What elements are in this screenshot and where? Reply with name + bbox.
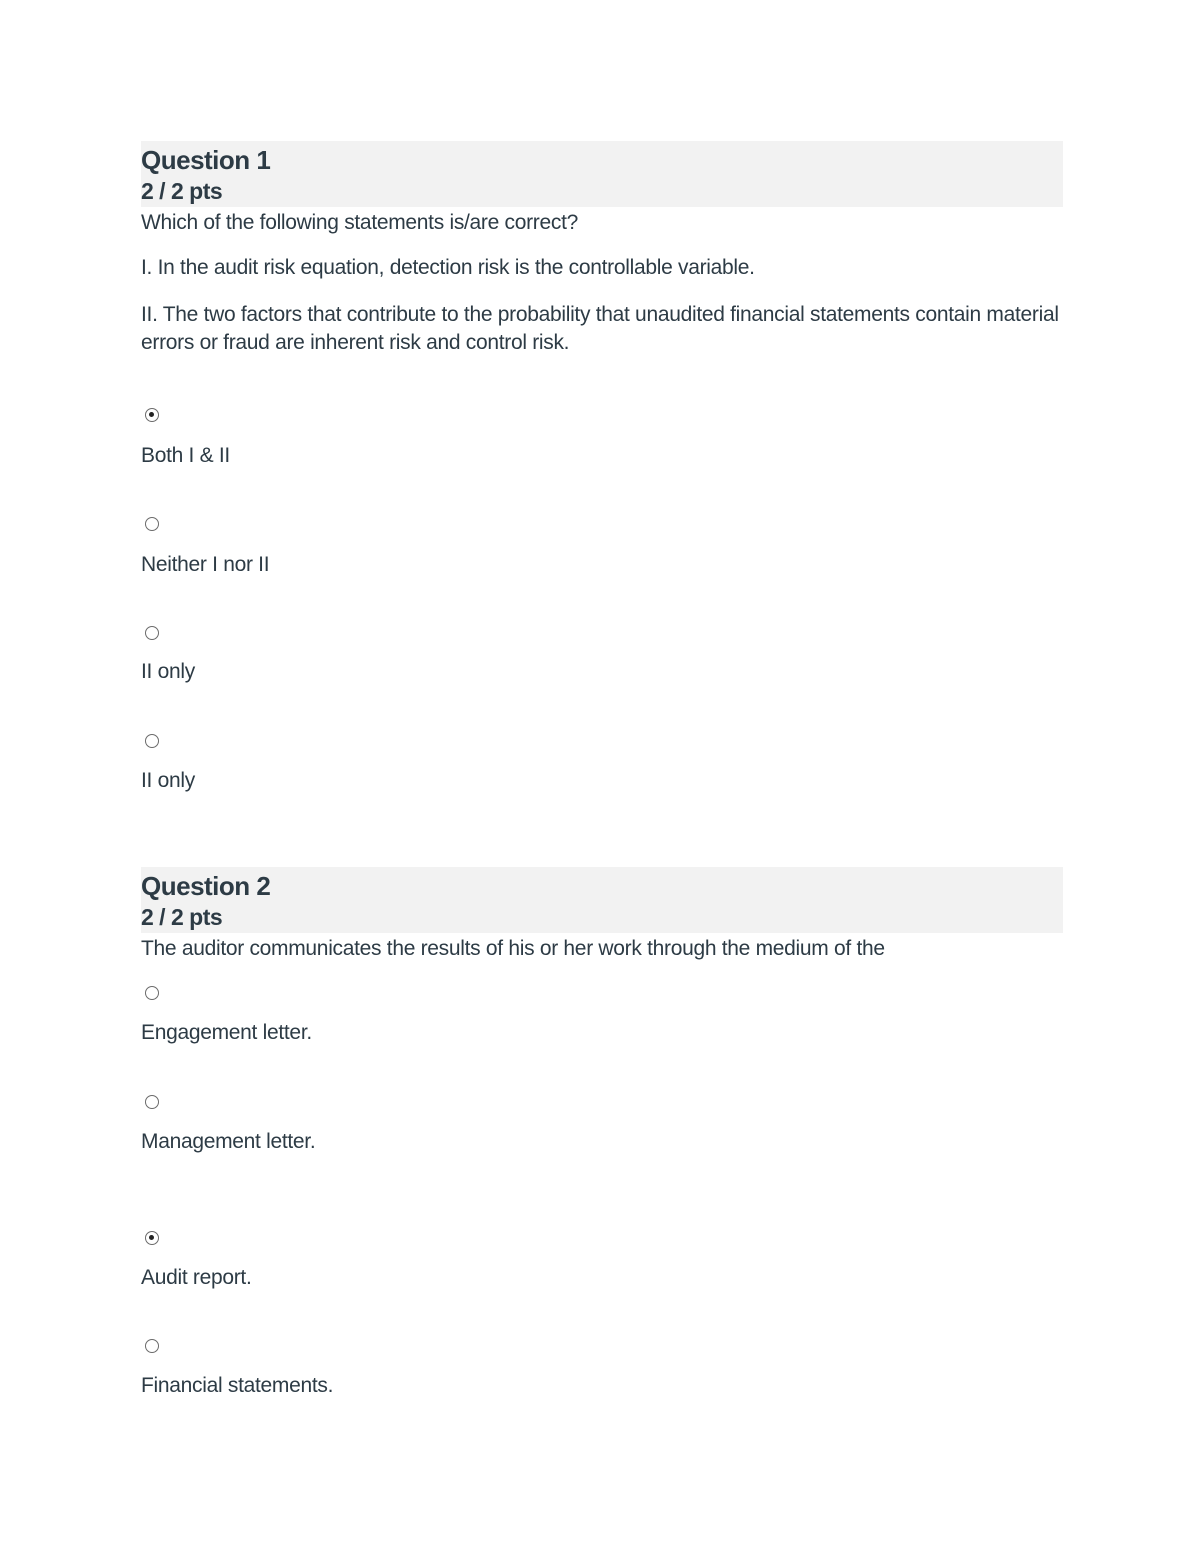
answer-label-4[interactable]: Financial statements. — [141, 1374, 334, 1397]
question-1 — [141, 141, 1063, 792]
answer-radio-2[interactable] — [145, 517, 159, 531]
statement-2: II. The two factors that contribute to the probability that unaudited financial statements contain material errors or fraud are inherent risk and control risk. — [141, 303, 1059, 354]
answer-radio-4[interactable] — [145, 734, 159, 748]
answer-label-1[interactable]: Engagement letter. — [141, 1021, 312, 1044]
question-points: 2 / 2 pts — [141, 904, 223, 930]
question-title: Question 1 — [141, 145, 271, 175]
question-2 — [141, 867, 1063, 1397]
answer-label-2[interactable]: Management letter. — [141, 1130, 316, 1153]
question-title: Question 2 — [141, 871, 271, 901]
answer-radio-3[interactable] — [145, 1231, 159, 1245]
answer-radio-1[interactable] — [145, 408, 159, 422]
answer-label-3[interactable]: II only — [141, 660, 195, 683]
answer-label-1[interactable]: Both I & II — [141, 444, 230, 467]
question-prompt: The auditor communicates the results of his or her work through the medium of the — [141, 937, 885, 960]
answer-radio-3[interactable] — [145, 626, 159, 640]
question-points: 2 / 2 pts — [141, 178, 223, 204]
question-prompt: Which of the following statements is/are correct? — [141, 211, 578, 234]
answer-label-2[interactable]: Neither I nor II — [141, 553, 270, 576]
answer-radio-2[interactable] — [145, 1095, 159, 1109]
statement-1: I. In the audit risk equation, detection risk is the controllable variable. — [141, 256, 755, 279]
answer-label-4[interactable]: II only — [141, 769, 195, 792]
question-header — [141, 141, 1063, 207]
answer-radio-4[interactable] — [145, 1339, 159, 1353]
answer-label-3[interactable]: Audit report. — [141, 1266, 252, 1289]
question-header — [141, 867, 1063, 933]
answer-radio-1[interactable] — [145, 986, 159, 1000]
